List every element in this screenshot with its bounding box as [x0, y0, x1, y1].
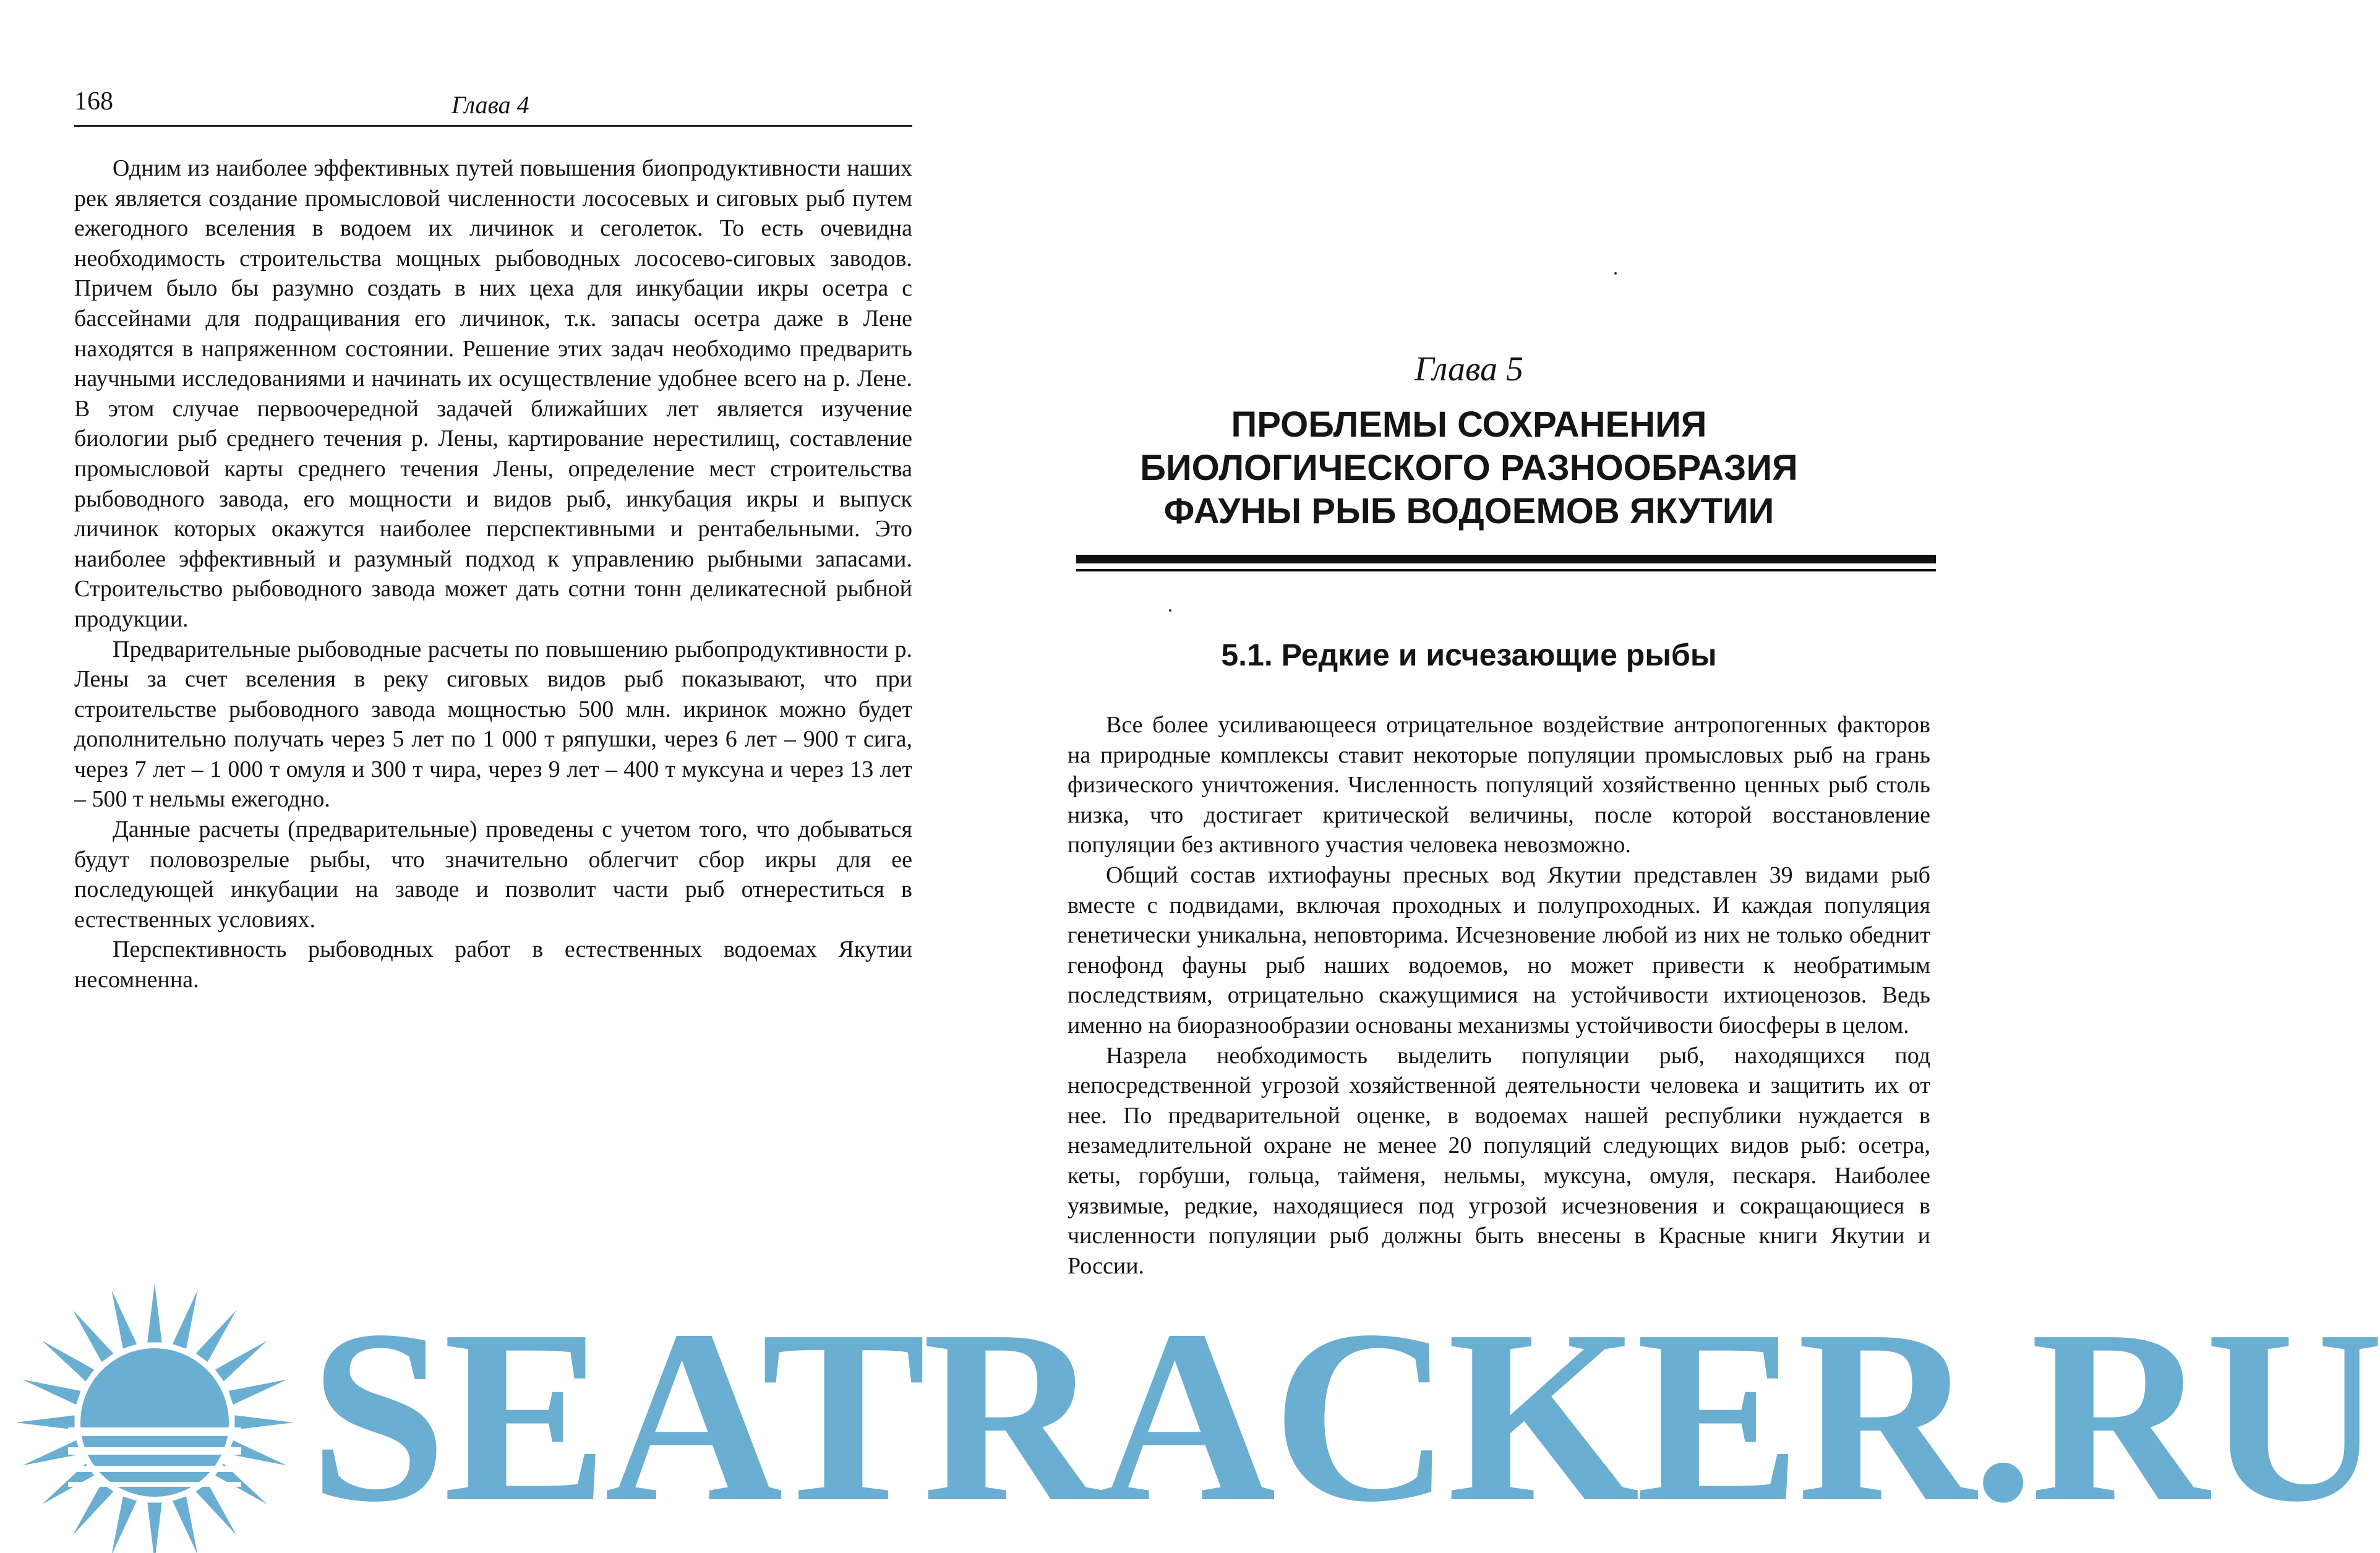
- watermark-text: SEATRACKER.RU: [309, 1279, 2380, 1553]
- section-title: 5.1. Редкие и исчезающие рыбы: [1221, 638, 1717, 672]
- left-body-text: [74, 153, 912, 995]
- chapter-title: [1002, 403, 1936, 533]
- sun-ray: [173, 1497, 198, 1553]
- sun-ray: [234, 1415, 294, 1429]
- chapter-title-line: БИОЛОГИЧЕСКОГО РАЗНООБРАЗИЯ: [1140, 448, 1798, 488]
- sun-ray: [42, 1341, 94, 1382]
- scan-speck: [1614, 272, 1617, 275]
- sun-ray: [173, 1290, 198, 1348]
- sun-ray: [215, 1341, 267, 1382]
- sun-ray: [111, 1290, 137, 1348]
- chapter-title-line: ФАУНЫ РЫБ ВОДОЕМОВ ЯКУТИИ: [1163, 491, 1774, 531]
- sun-ray: [73, 1483, 114, 1535]
- paragraph: Одним из наиболее эффективных путей повышения биопродуктивности наших рек является создание промысловой численности лососевых и сиговых рыб путем ежегодного вселения в водоем их личинок и сеголеток. То есть очевидна необходимость строительства мощных рыбоводных лососево-сиговых заводов. Причем было бы разумно создать в них цеха для инкубации икры осетра с бассейнами для подращивания его личинок, т.к. запасы осетра даже в Лене находятся в напряженном состоянии. Решение этих задач необходимо предварить научными исследованиями и начинать их осуществление удобнее всего на р. Лене. В этом случае первоочередной задачей ближайших лет является изучение биологии рыб среднего течения р. Лены, картирование нерестилищ, составление промысловой карты среднего течения Лены, определение мест строительства рыбоводного завода, его мощности и видов рыб, инкубация икры и выпуск личинок которых окажутся наиболее перспективными и рентабельными. Это наиболее эффективный и разумный подход к управлению рыбными запасами. Строительство рыбоводного завода может дать сотни тонн деликатесной рыбной продукции.: [74, 155, 912, 632]
- paragraph: Предварительные рыбоводные расчеты по повышению рыбопродуктивности р. Лены за счет вселения в реку сиговых видов рыб показывают, что при строительстве рыбоводного завода мощностью 500 млн. икринок можно будет дополнительно получать через 5 лет по 1 000 т ряпушки, через 6 лет – 900 т сига, через 7 лет – 1 000 т омуля и 300 т чира, через 9 лет – 400 т муксуна и через 13 лет – 500 т нельмы ежегодно.: [74, 636, 912, 813]
- sun-ray: [147, 1283, 161, 1343]
- sun-ray: [111, 1497, 137, 1553]
- running-title: Глава 4: [452, 91, 529, 119]
- chapter-label: Глава 5: [1415, 350, 1523, 388]
- sun-icon: [12, 1268, 297, 1549]
- paragraph: Все более усиливающееся отрицательное воздействие антропогенных факторов на природные комплексы ставит некоторые популяции промысловых рыб на грань физического уничтожения. Численность популяций хозяйственно ценных рыб столь низка, что достигает критической величины, после которой восстановление популяции без активного участия человека невозможно.: [1068, 712, 1930, 858]
- sun-ray: [22, 1379, 80, 1405]
- header-rule: [74, 125, 912, 127]
- paragraph: Назрела необходимость выделить популяции рыб, находящихся под непосредственной угрозой хозяйственной деятельности человека и защитить их от нее. По предварительной оценке, в водоемах нашей республики нуждается в незамедлительной охране не менее 20 популяций следующих видов рыб: осетра, кеты, горбуши, гольца, тайменя, нельмы, муксуна, омуля, пескаря. Наиболее уязвимые, редкие, находящиеся под угрозой исчезновения и сокращающиеся в численности популяции рыб должны быть внесены в Красные книги Якутии и России.: [1068, 1042, 1930, 1279]
- chapter-title-line: ПРОБЛЕМЫ СОХРАНЕНИЯ: [1231, 404, 1707, 445]
- sun-ray: [196, 1483, 237, 1535]
- page-number: 168: [74, 87, 113, 116]
- scan-speck: [1169, 609, 1171, 612]
- chapter-rule-thin: [1076, 569, 1936, 571]
- paragraph: Данные расчеты (предварительные) проведены с учетом того, что добываться будут половозрелые рыбы, что значительно облегчит сбор икры для ее последующей инкубации на заводе и позволит части рыб отнереститься в естественных условиях.: [74, 816, 912, 933]
- sun-ray: [229, 1379, 287, 1405]
- paragraph: Перспективность рыбоводных работ в естественных водоемах Якутии несомненна.: [74, 936, 912, 993]
- sun-ray: [196, 1310, 237, 1362]
- running-head: [74, 87, 912, 126]
- sun-ray: [15, 1415, 75, 1429]
- sun-ray: [73, 1310, 114, 1362]
- sun-ray: [147, 1502, 161, 1553]
- right-body-text: [1068, 710, 1930, 1281]
- chapter-rule-thick: [1076, 555, 1936, 563]
- paragraph: Общий состав ихтиофауны пресных вод Якутии представлен 39 видами рыб вместе с подвидами, включая проходных и полупроходных. И каждая популяция генетически уникальна, неповторима. Исчезновение любой из них не только обеднит генофонд фауны рыб наших водоемов, но может привести к необратимым последствиям, отрицательно скажущимися на устойчивости ихтиоценозов. Ведь именно на биоразнообразии основаны механизмы устойчивости биосферы в целом.: [1068, 862, 1930, 1038]
